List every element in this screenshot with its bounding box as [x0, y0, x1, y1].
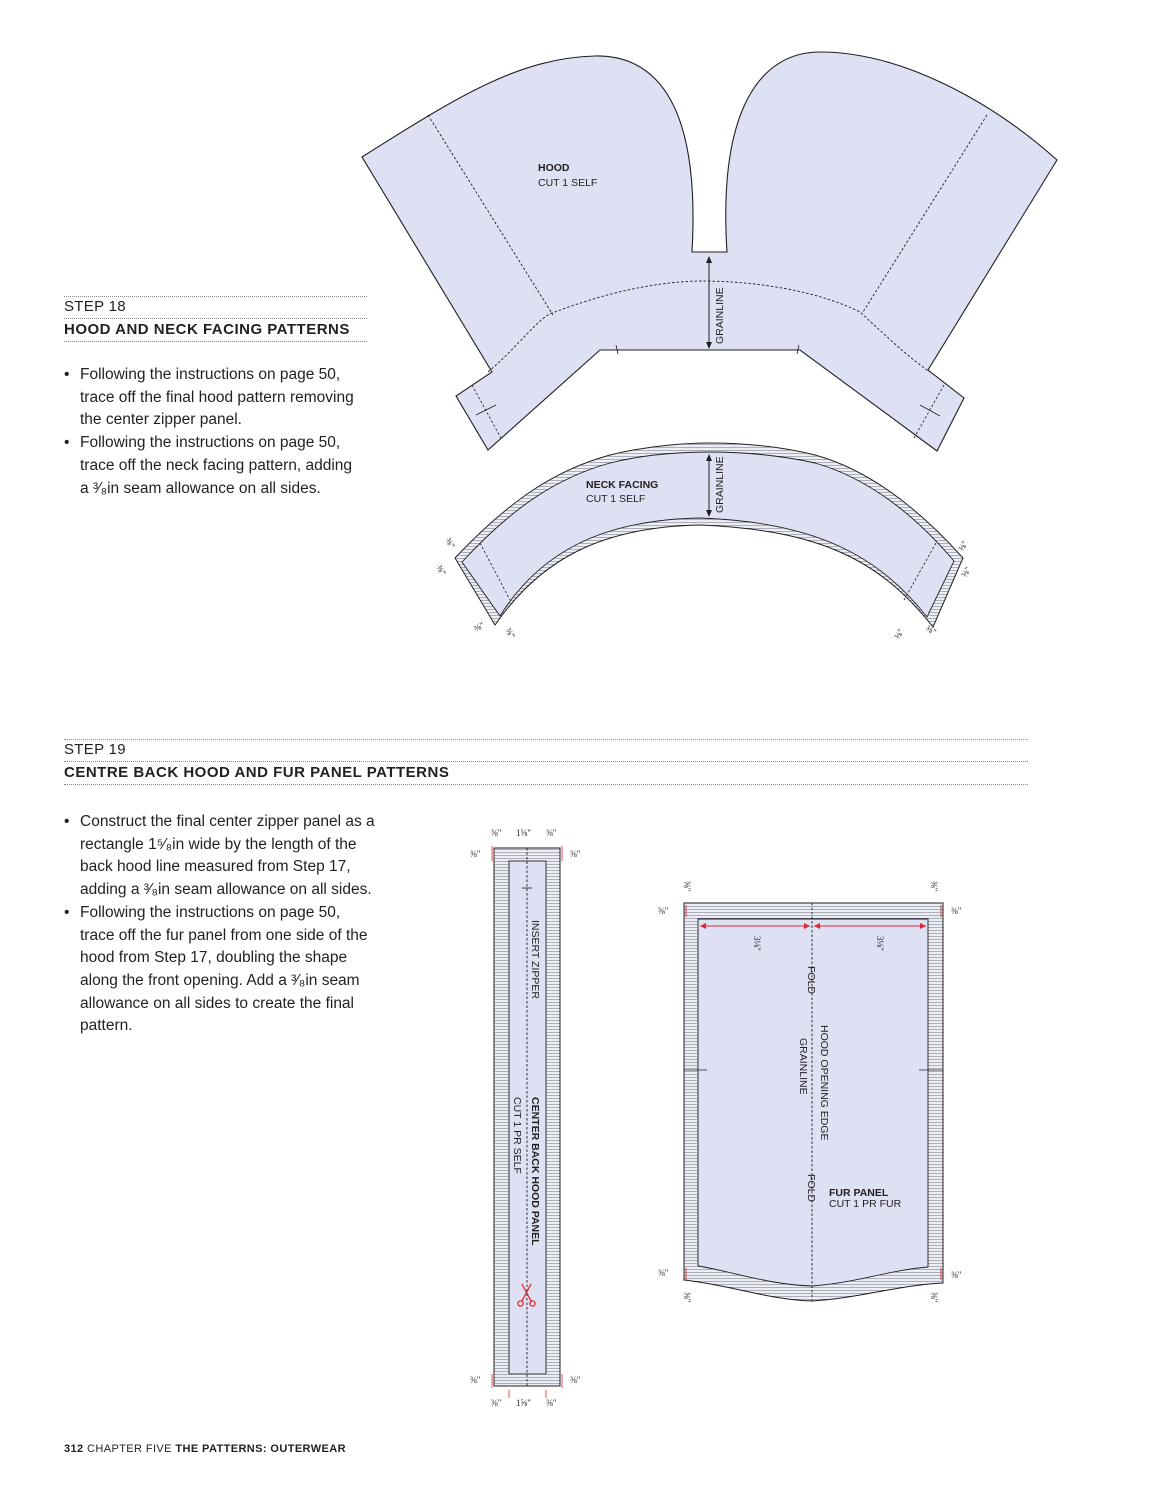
step-18-label: STEP 18 [64, 298, 126, 315]
seam-allowance-mark: ⅜" [491, 828, 502, 838]
half-width-mark: 3⅛" [752, 936, 762, 951]
facing-grainline-label: GRAINLINE [714, 456, 726, 513]
seam-allowance-mark: ⅜" [658, 906, 669, 916]
seam-allowance-mark: ⅜" [491, 1398, 502, 1408]
neck-facing-pattern [434, 443, 973, 641]
seam-allowance-mark: ⅜" [682, 881, 692, 892]
step-19-label: STEP 19 [64, 741, 126, 758]
cb-panel-cut-label: CUT 1 PR SELF [511, 1097, 523, 1174]
seam-allowance-mark: ⅜" [959, 564, 973, 579]
hood-pattern [362, 52, 1057, 451]
neck-facing-shape [462, 452, 954, 617]
seam-allowance-mark: ⅜" [503, 626, 518, 641]
hood-title: HOOD [538, 162, 570, 174]
seam-allowance-mark: ⅜" [682, 1292, 692, 1303]
seam-allowance-mark: ⅜" [546, 828, 557, 838]
seam-allowance-mark: ⅜" [892, 626, 906, 641]
hood-cut-label: CUT 1 SELF [538, 177, 598, 189]
fold-label: FOLD [805, 966, 817, 995]
seam-allowance-mark: ⅜" [470, 1375, 481, 1385]
width-mark: 1⅝" [516, 828, 531, 838]
seam-allowance-mark: ⅜" [443, 536, 458, 551]
list-item: • Construct the final center zipper panel as a rectangle 1⁵⁄₈in wide by the length of the back hood line measured from Step 17, adding a ³⁄₈in seam allowance on all sides. [64, 811, 376, 902]
seam-allowance-mark: ⅜" [924, 623, 939, 637]
seam-allowance-mark: ⅜" [546, 1398, 557, 1408]
step-19-title: CENTRE BACK HOOD AND FUR PANEL PATTERNS [64, 764, 450, 781]
fur-panel-title: FUR PANEL [829, 1187, 889, 1199]
seam-allowance-mark: ⅜" [929, 1292, 939, 1303]
list-item: • Following the instructions on page 50, trace off the neck facing pattern, adding a ³⁄₈in seam allowance on all sides. [64, 432, 354, 500]
seam-allowance-mark: ⅜" [570, 1375, 581, 1385]
facing-cut-label: CUT 1 SELF [586, 493, 646, 505]
list-item: • Following the instructions on page 50, trace off the fur panel from one side of the hood from Step 17, doubling the shape along the front opening. Add a ³⁄₈in seam allowance on all sides to create the final pattern. [64, 902, 376, 1038]
page-number: 312 [64, 1443, 84, 1455]
seam-allowance-mark: ⅜" [951, 1270, 962, 1280]
hood-opening-edge-label: HOOD OPENING EDGE [818, 1025, 830, 1141]
step-18-title: HOOD AND NECK FACING PATTERNS [64, 321, 350, 338]
section-label: THE PATTERNS: OUTERWEAR [175, 1443, 346, 1455]
hood-grainline-label: GRAINLINE [714, 287, 726, 344]
page-footer [64, 1443, 346, 1455]
seam-allowance-mark: ⅜" [951, 906, 962, 916]
half-width-mark: 3⅛" [875, 936, 885, 951]
seam-allowance-mark: ⅜" [472, 619, 487, 634]
width-mark: 1⅝" [516, 1398, 531, 1408]
chapter-label: CHAPTER FIVE [87, 1443, 172, 1455]
list-item: • Following the instructions on page 50, trace off the final hood pattern removing the center zipper panel. [64, 364, 354, 432]
cb-panel-title: CENTER BACK HOOD PANEL [529, 1097, 541, 1246]
seam-allowance-mark: ⅜" [956, 538, 970, 553]
seam-allowance-mark: ⅜" [658, 1268, 669, 1278]
seam-allowance-mark: ⅜" [929, 881, 939, 892]
cb-panel-zipper-note: INSERT ZIPPER [529, 920, 541, 999]
facing-title: NECK FACING [586, 479, 659, 491]
hood-shape [362, 52, 1057, 451]
seam-allowance-mark: ⅜" [434, 563, 449, 578]
fur-grainline-label: GRAINLINE [797, 1038, 809, 1095]
center-back-panel-pattern [470, 828, 581, 1408]
fur-panel-cut-label: CUT 1 PR FUR [829, 1198, 902, 1210]
fur-panel-pattern [658, 881, 962, 1303]
fold-label: FOLD [805, 1174, 817, 1203]
seam-allowance-mark: ⅜" [570, 849, 581, 859]
seam-allowance-mark: ⅜" [470, 849, 481, 859]
